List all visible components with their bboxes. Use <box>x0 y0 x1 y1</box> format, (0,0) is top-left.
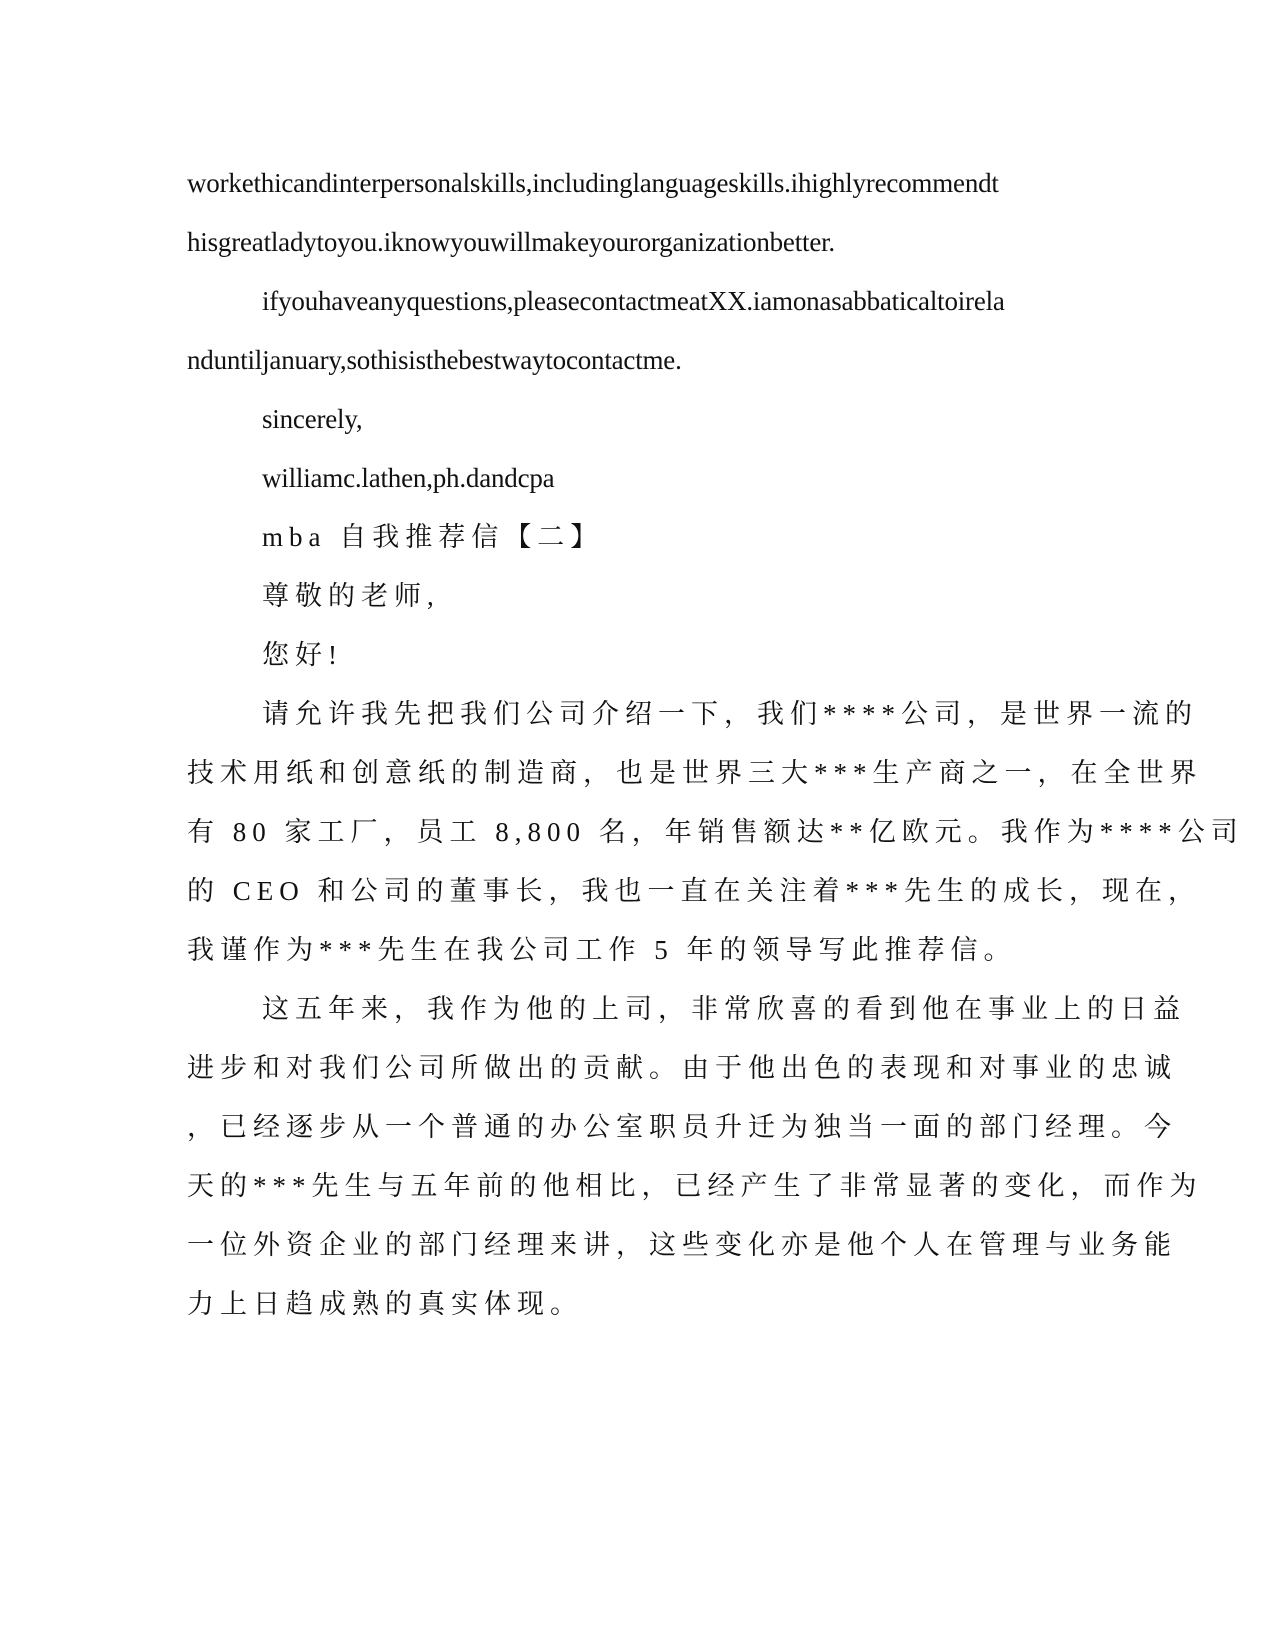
paragraph-line: ，已经逐步从一个普通的办公室职员升迁为独当一面的部门经理。今 <box>187 1112 1177 1142</box>
paragraph-line: 这五年来，我作为他的上司，非常欣喜的看到他在事业上的日益 <box>262 994 1186 1024</box>
paragraph-line: 的 CEO 和公司的董事长，我也一直在关注着***先生的成长，现在， <box>187 876 1201 906</box>
paragraph-line: 我谨作为***先生在我公司工作 5 年的领导写此推荐信。 <box>187 935 1017 965</box>
paragraph-line: 技术用纸和创意纸的制造商，也是世界三大***生产商之一，在全世界 <box>187 758 1203 788</box>
paragraph-line: 天的***先生与五年前的他相比，已经产生了非常显著的变化，而作为 <box>187 1171 1203 1201</box>
paragraph-line: 进步和对我们公司所做出的贡献。由于他出色的表现和对事业的忠诚 <box>187 1053 1177 1083</box>
signature-line: williamc.lathen,ph.dandcpa <box>262 463 555 493</box>
closing-line: sincerely, <box>262 404 363 434</box>
paragraph-line: ifyouhaveanyquestions,pleasecontactmeatXX.iamonasabbaticaltoirela <box>262 286 1005 316</box>
paragraph-line: 请允许我先把我们公司介绍一下，我们****公司，是世界一流的 <box>262 699 1198 729</box>
greeting-line: 您好! <box>262 640 343 670</box>
paragraph-line: 力上日趋成熟的真实体现。 <box>187 1289 583 1319</box>
paragraph-line: workethicandinterpersonalskills,includinglanguageskills.ihighlyrecommendt <box>187 168 999 198</box>
paragraph-line: 一位外资企业的部门经理来讲，这些变化亦是他个人在管理与业务能 <box>187 1230 1177 1260</box>
paragraph-line: hisgreatladytoyou.iknowyouwillmakeyourorganizationbetter. <box>187 227 835 257</box>
paragraph-line: 有 80 家工厂，员工 8,800 名，年销售额达**亿欧元。我作为****公司 <box>187 817 1244 847</box>
paragraph-line: nduntiljanuary,sothisisthebestwaytocontactme. <box>187 345 682 375</box>
section-heading: mba 自我推荐信【二】 <box>262 522 604 552</box>
salutation-line: 尊敬的老师, <box>262 581 440 611</box>
